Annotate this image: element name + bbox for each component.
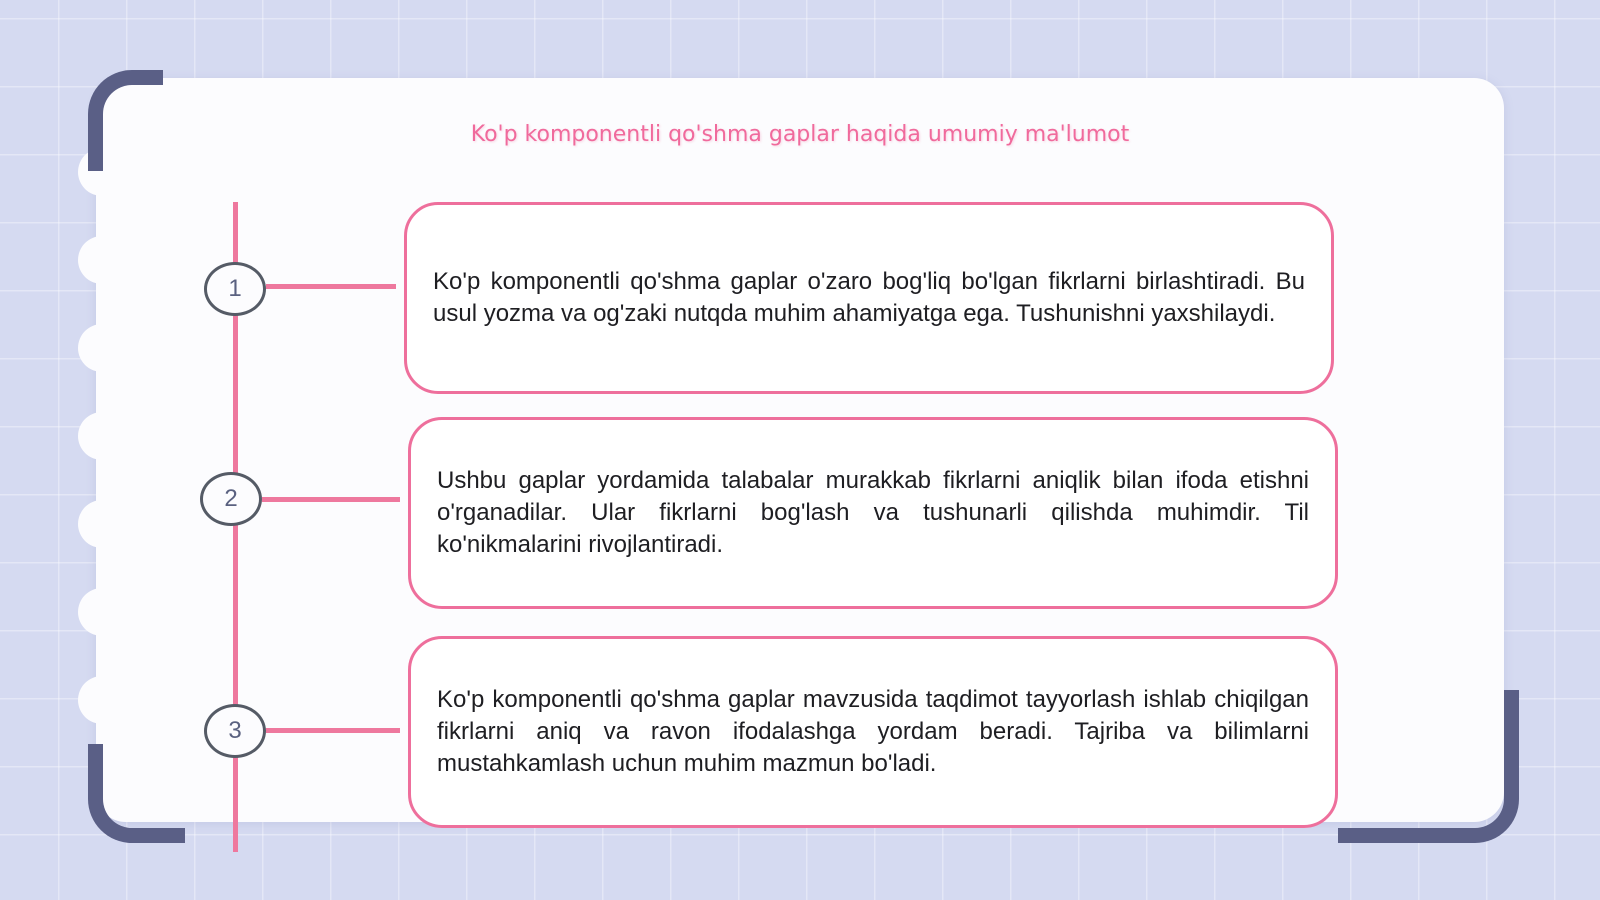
step-connector	[262, 497, 400, 502]
step-number-badge	[200, 472, 262, 526]
corner-bracket-bottom-left	[88, 744, 185, 843]
paper-tab	[78, 412, 128, 460]
step-connector	[266, 728, 400, 733]
slide-title: Ko'p komponentli qo'shma gaplar haqida umumiy ma'lumot	[470, 122, 1130, 147]
paper-tab	[78, 236, 128, 284]
corner-bracket-top-left	[88, 70, 163, 171]
step-number: 1	[228, 275, 242, 302]
paper-tab	[78, 500, 128, 548]
step-number: 3	[228, 717, 242, 744]
corner-bracket-bottom-right	[1338, 690, 1519, 843]
step-connector	[266, 284, 396, 289]
paper-tab	[78, 324, 128, 372]
step-number: 2	[224, 485, 238, 512]
step-card	[404, 202, 1334, 394]
step-text: Ko'p komponentli qo'shma gaplar mavzusida taqdimot tayyorlash ishlab chiqilgan fikrlarni aniq va ravon ifodalashga yordam beradi. Tajriba va bilimlarni mustahkamlash uchun muhim mazmun bo'ladi.	[437, 686, 1309, 777]
paper-tab	[78, 676, 128, 724]
paper-tab	[78, 588, 128, 636]
step-number-badge	[204, 704, 266, 758]
step-number-badge	[204, 262, 266, 316]
step-text: Ushbu gaplar yordamida talabalar murakkab fikrlarni aniqlik bilan ifoda etishni o'rganadilar. Ular fikrlarni bog'lash va tushunarli qilishda muhimdir. Til ko'nikmalarini rivojlantiradi.	[437, 467, 1309, 558]
step-card	[408, 417, 1338, 609]
step-text: Ko'p komponentli qo'shma gaplar o'zaro bog'liq bo'lgan fikrlarni birlashtiradi. Bu usul yozma va og'zaki nutqda muhim ahamiyatga ega. Tushunishni yaxshilaydi.	[433, 268, 1305, 327]
step-card	[408, 636, 1338, 828]
